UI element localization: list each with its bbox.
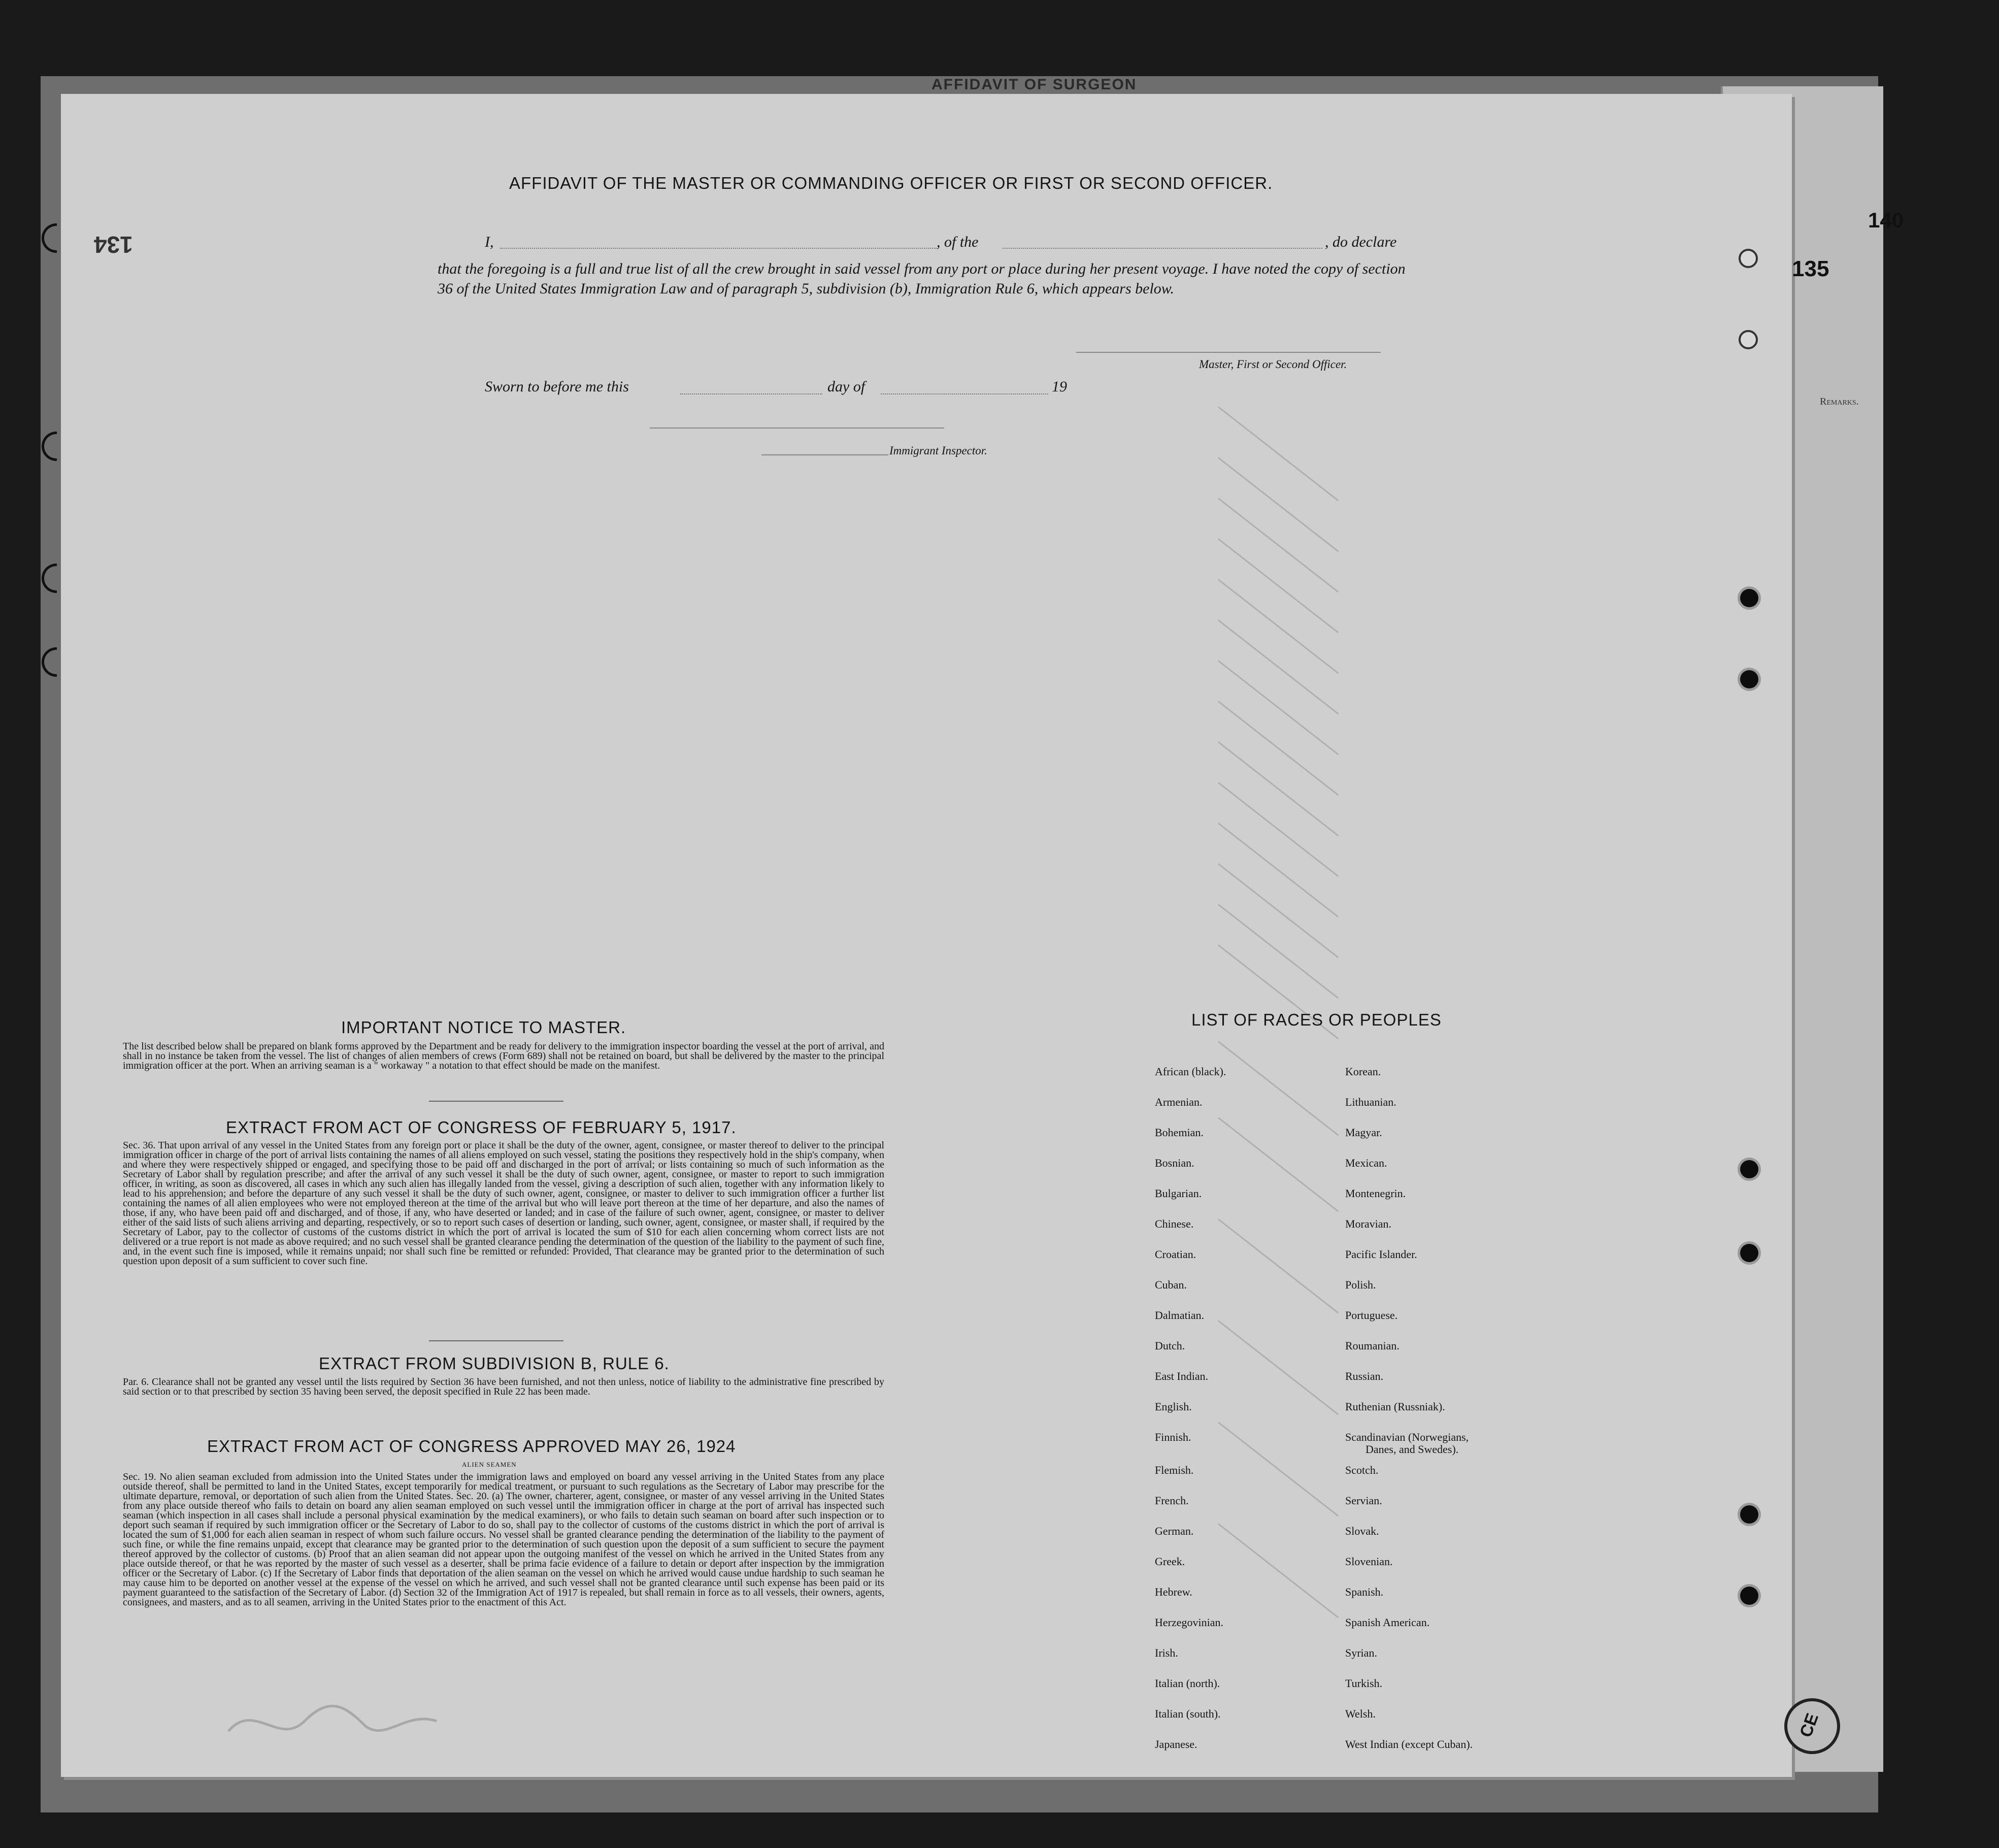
punch-hole — [1740, 589, 1758, 607]
race-item: Scandinavian (Norwegians, — [1345, 1431, 1469, 1443]
race-item: Turkish. — [1345, 1677, 1383, 1690]
punch-hole — [1740, 1505, 1758, 1524]
of-the-label: , of the — [937, 234, 979, 250]
race-item: Polish. — [1345, 1278, 1376, 1291]
alien-seamen-subtitle: ALIEN SEAMEN — [462, 1461, 517, 1468]
declarant-name-field — [500, 248, 937, 249]
race-item: Mexican. — [1345, 1157, 1387, 1169]
ink-stamp — [1784, 1698, 1840, 1754]
race-item: East Indian. — [1155, 1370, 1209, 1382]
race-item: Ruthenian (Russniak). — [1345, 1400, 1445, 1413]
race-item: Russian. — [1345, 1370, 1384, 1382]
remarks-label: Remarks. — [1820, 396, 1859, 407]
signature-line — [1076, 352, 1381, 353]
extract-1917-title: EXTRACT FROM ACT OF CONGRESS OF FEBRUARY 5, 1917. — [226, 1118, 737, 1137]
punch-hole — [1740, 670, 1758, 688]
stamp-text: CE — [1796, 1710, 1823, 1740]
faint-signature-scribble — [223, 1691, 457, 1752]
race-item: Magyar. — [1345, 1126, 1382, 1139]
do-declare-label: , do declare — [1325, 234, 1397, 250]
race-item: Bohemian. — [1155, 1126, 1204, 1139]
race-item: Moravian. — [1345, 1217, 1392, 1230]
race-item: Bosnian. — [1155, 1157, 1194, 1169]
race-item: Irish. — [1155, 1646, 1178, 1659]
race-item: Korean. — [1345, 1065, 1381, 1078]
race-item: Croatian. — [1155, 1248, 1196, 1261]
race-item: Armenian. — [1155, 1096, 1203, 1108]
sworn-day-field — [680, 393, 822, 394]
race-item: Spanish. — [1345, 1586, 1384, 1598]
race-item: Dutch. — [1155, 1339, 1185, 1352]
race-item: English. — [1155, 1400, 1192, 1413]
inspector-signature-line — [650, 427, 944, 428]
section-divider — [429, 1101, 563, 1102]
race-item: Flemish. — [1155, 1464, 1194, 1476]
year-label: 19 — [1052, 378, 1067, 395]
race-item: Slovenian. — [1345, 1555, 1393, 1568]
extract-1924-body: Sec. 19. No alien seaman excluded from admission into the United States under the immigration laws and employed on board any vessel arriving in the United States from any place outside thereof, shall be permitted to land in the United States, except temporarily for medical treatment, or pursuant to such regulations as the Secretary of Labor may prescribe for the ultimate departure, removal, or deportation of such alien from the United States. Sec. 20. (a) The owner, charterer, agent, consignee, or master of any vessel arriving in the United States from any place outside thereof who fails to detain on board any alien seaman employed on such vessel until the immigration officer in charge at the port of arrival has inspected such seaman (which inspection in all cases shall include a personal physical examination by the medical examiners), or who fails to detain such seaman on board after such inspection or to deport such seaman if required by such immigration officer or the Secretary of Labor to do so, shall pay to the collector of customs of the customs district in which the port of arrival is located the sum of $1,000 for each alien seaman in respect of whom such failure occurs. No vessel shall be granted clearance pending the determination of the liability to the payment of such fine, or while the fine remains unpaid, except that clearance may be granted prior to the determination of such question upon the deposit of a sum sufficient to secure the payment thereof approved by the collector of customs. (b) Proof that an alien seaman did not appear upon the outgoing manifest of the vessel on which he arrived in the United States from any place outside thereof, or that he was reported by the master of such vessel as a deserter, shall be prima facie evidence of a failure to detain or deport after inspection by the immigration officer or the Secretary of Labor. (c) If the Secretary of Labor finds that deportation of the alien seaman on the vessel on which he arrived would cause undue hardship to such seaman he may cause him to be deported on another vessel at the expense of the vessel on which he arrived, and such vessel shall not be granted clearance until such expense has been paid or its payment guaranteed to the satisfaction of the Secretary of Labor. (d) Section 32 of the Immigration Act of 1917 is repealed, but shall remain in force as to all vessels, their owners, agents, consignees, and masters, and as to all seamen, arriving in the United States prior to the enactment of this Act. — [123, 1471, 884, 1608]
punch-hole — [1740, 1244, 1758, 1262]
notice-body: The list described below shall be prepared on blank forms approved by the Department and be ready for delivery to the immigration inspector boarding the vessel at the port of arrival, and shall in no instance be taken from the vessel. The list of changes of alien members of crews (Form 689) shall not be retained on board, but shall be delivered by the master to the principal immigration officer at the port. When an arriving seaman is a " workaway " a notation to that effect should be made on the manifest. — [123, 1041, 884, 1071]
race-item: Cuban. — [1155, 1278, 1187, 1291]
race-item: Italian (north). — [1155, 1677, 1220, 1690]
race-item: Spanish American. — [1345, 1616, 1430, 1629]
affidavit-title: AFFIDAVIT OF THE MASTER OR COMMANDING OFFICER OR FIRST OR SECOND OFFICER. — [509, 174, 1273, 192]
extract-rule6-body: Par. 6. Clearance shall not be granted any vessel until the lists required by Section 36 have been furnished, and not then unless, notice of liability to the administrative fine prescribed by said section or to that prescribed by section 35 having been served, the deposit specified in Rule 22 has been made. — [123, 1376, 884, 1397]
page-number-top-right: 140 — [1868, 208, 1904, 232]
race-item: Dalmatian. — [1155, 1309, 1205, 1322]
race-item: Servian. — [1345, 1494, 1382, 1507]
punch-hole — [1740, 1587, 1758, 1605]
punch-hole — [1739, 249, 1758, 268]
inspector-name-line — [761, 454, 888, 455]
race-item: Portuguese. — [1345, 1309, 1398, 1322]
race-item: Pacific Islander. — [1345, 1248, 1417, 1261]
races-title: LIST OF RACES OR PEOPLES — [1191, 1010, 1442, 1029]
extract-rule6-title: EXTRACT FROM SUBDIVISION B, RULE 6. — [319, 1354, 670, 1373]
race-item: Roumanian. — [1345, 1339, 1400, 1352]
extract-1917-body: Sec. 36. That upon arrival of any vessel in the United States from any foreign port or place it shall be the duty of the owner, agent, consignee, or master thereof to deliver to the principal immigration officer in charge of the port of arrival lists containing the names of all aliens employed on such vessel, stating the positions they respectively hold in the ship's company, when and where they were respectively shipped or engaged, and specifying those to be paid off and discharged in the port of arrival; or lists containing so much of such information as the Secretary of Labor shall by regulation prescribe; and after the arrival of any such vessel it shall be the duty of such owner, agent, consignee, or master to report to such immigration officer, in writing, as soon as discovered, all cases in which any such alien has illegally landed from the vessel, giving a description of such alien, together with any information likely to lead to his apprehension; and before the departure of any such vessel it shall be the duty of such owner, agent, consignee, or master to deliver to such immigration officer a further list containing the names of all alien employees who were not employed thereon at the time of the arrival but who will leave port thereon at the time of her departure, and also the names of those, if any, who have been paid off and discharged, and of those, if any, who have deserted or landed; and in case of the failure of such owner, agent, consignee, or master to deliver either of the said lists of such aliens arriving and departing, respectively, or so to report such cases of desertion or landing, such owner, agent, consignee, or master shall, if required by the Secretary of Labor, pay to the collector of customs of the customs district in which the port of arrival is located the sum of $10 for each alien concerning whom correct lists are not delivered or a true report is not made as above required; and no such vessel shall be granted clearance pending the determination of the question of the liability to the payment of such fine, and, in the event such fine is imposed, while it remains unpaid; nor shall such fine be remitted or refunded: Provided, That clearance may be granted prior to the determination of such question upon deposit of a sum sufficient to cover such fine. — [123, 1140, 884, 1267]
race-item: Greek. — [1155, 1555, 1185, 1568]
race-item: Slovak. — [1345, 1525, 1379, 1537]
punch-hole — [1740, 1160, 1758, 1178]
declarant-label: I, — [485, 234, 494, 250]
race-item: Japanese. — [1155, 1738, 1197, 1751]
race-item: French. — [1155, 1494, 1189, 1507]
race-item: Welsh. — [1345, 1707, 1376, 1720]
signature-caption: Master, First or Second Officer. — [1199, 358, 1347, 371]
vessel-name-field — [1003, 248, 1322, 249]
race-item: Hebrew. — [1155, 1586, 1192, 1598]
sworn-label: Sworn to before me this — [485, 378, 629, 395]
race-item: Herzegovinian. — [1155, 1616, 1223, 1629]
race-item: African (black). — [1155, 1065, 1226, 1078]
extract-1924-title: EXTRACT FROM ACT OF CONGRESS APPROVED MAY 26, 1924 — [207, 1437, 736, 1456]
race-item: Scotch. — [1345, 1464, 1379, 1476]
race-item: German. — [1155, 1525, 1194, 1537]
race-item: Italian (south). — [1155, 1707, 1221, 1720]
punch-hole — [1739, 330, 1758, 349]
notice-title: IMPORTANT NOTICE TO MASTER. — [341, 1018, 626, 1037]
affidavit-body: that the foregoing is a full and true list of all the crew brought in said vessel from any port or place during her present voyage. I have noted the copy of section 36 of the United States Immigration Law and of paragraph 5, subdivision (b), Immigration Rule 6, which appears below. — [438, 260, 1406, 297]
race-item: West Indian (except Cuban). — [1345, 1738, 1473, 1751]
race-item: Bulgarian. — [1155, 1187, 1202, 1200]
inspector-caption: Immigrant Inspector. — [889, 444, 987, 457]
top-strip-label: AFFIDAVIT OF SURGEON — [931, 76, 1137, 93]
race-item: Syrian. — [1345, 1646, 1377, 1659]
race-item: Chinese. — [1155, 1217, 1194, 1230]
page-number-left: 134 — [94, 232, 133, 258]
day-of-label: day of — [827, 378, 865, 395]
sworn-month-field — [881, 393, 1048, 394]
page-number-right: 135 — [1792, 256, 1829, 281]
race-item: Danes, and Swedes). — [1365, 1443, 1459, 1456]
race-item: Lithuanian. — [1345, 1096, 1396, 1108]
race-item: Finnish. — [1155, 1431, 1191, 1443]
section-divider — [429, 1340, 563, 1341]
race-item: Montenegrin. — [1345, 1187, 1406, 1200]
